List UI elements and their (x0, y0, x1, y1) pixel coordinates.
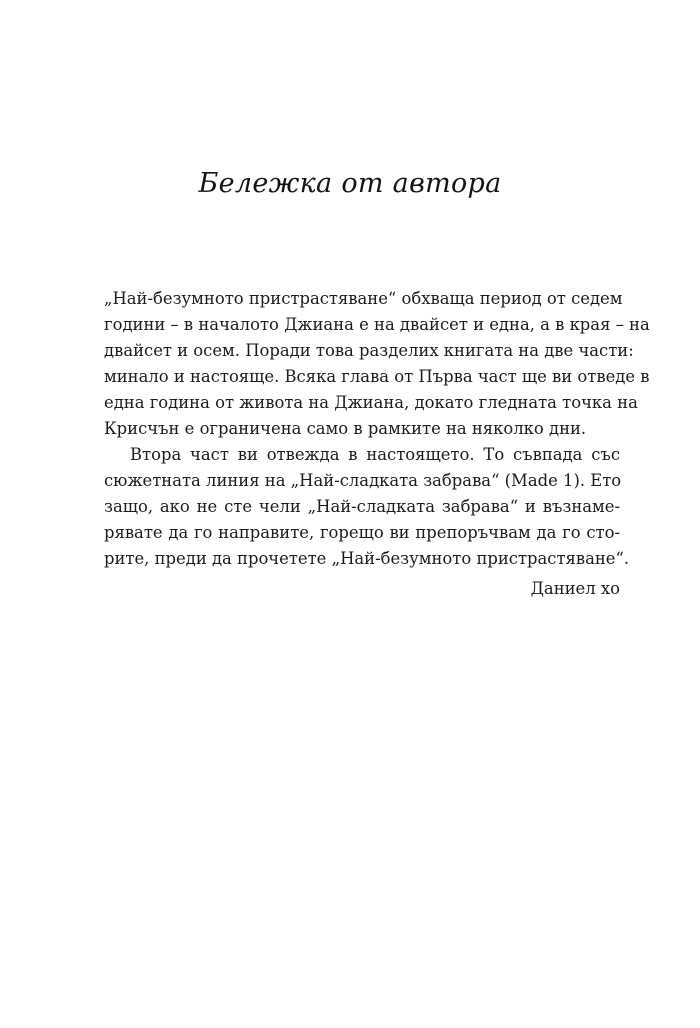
text-line: Втора част ви отвежда в настоящето. То съвпада със (130, 445, 620, 464)
text-line: защо, ако не сте чели „Най-сладката забрава“ и възнаме- (104, 497, 620, 516)
text-line: „Най-безумното пристрастяване“ обхваща период от седем (104, 289, 623, 308)
text-line: години – в началото Джиана е на двайсет и една, а в края – на (104, 315, 650, 334)
text-line: една година от живота на Джиана, докато гледната точка на (104, 393, 638, 412)
text-line: рявате да го направите, горещо ви препоръчвам да го сто- (104, 523, 620, 542)
text-line: сюжетната линия на „Най-сладката забрава“ (Made 1). Ето (104, 471, 622, 490)
author-signature: Даниел хо (530, 579, 620, 598)
page-title: Бележка от автора (198, 168, 502, 199)
paragraph-1 (104, 286, 650, 442)
text-line: Крисчън е ограничена само в рамките на няколко дни. (104, 419, 587, 438)
text-line: двайсет и осем. Поради това разделих книгата на две части: (104, 341, 634, 360)
body-text (104, 286, 650, 572)
text-line: минало и настояще. Всяка глава от Първа част ще ви отведе в (104, 367, 650, 386)
text-line: рите, преди да прочетете „Най-безумното пристрастяване“. (104, 549, 630, 568)
paragraph-2 (104, 442, 630, 572)
